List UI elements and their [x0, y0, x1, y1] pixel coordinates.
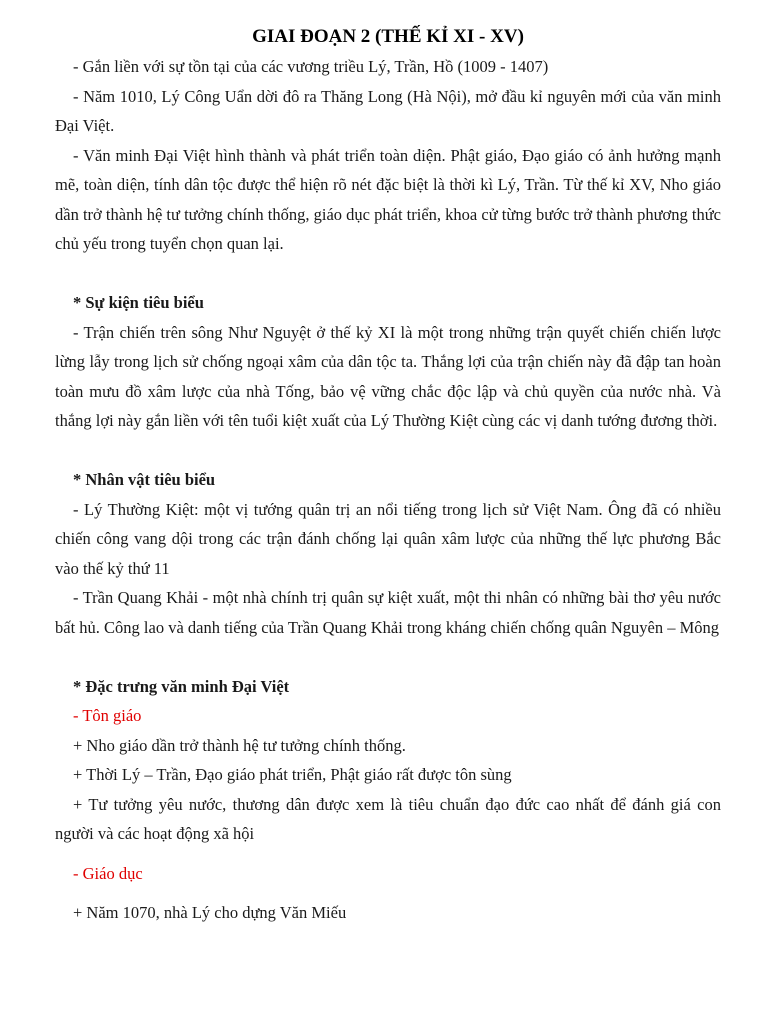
religion-item-3: + Tư tưởng yêu nước, thương dân được xem là tiêu chuẩn đạo đức cao nhất để đánh giá con người và các hoạt động xã hội [55, 794, 721, 843]
intro-paragraph-2: - Năm 1010, Lý Công Uẩn dời đô ra Thăng Long (Hà Nội), mở đầu kỉ nguyên mới của văn minh Đại Việt. [55, 86, 721, 135]
features-heading: * Đặc trưng văn minh Đại Việt [73, 676, 290, 696]
spacer [55, 888, 721, 898]
events-heading: * Sự kiện tiêu biểu [73, 293, 204, 312]
religion-item-2: + Thời Lý – Trần, Đạo giáo phát triển, Phật giáo rất được tôn sùng [73, 765, 512, 784]
figures-heading: * Nhân vật tiêu biểu [73, 470, 216, 489]
events-paragraph: - Trận chiến trên sông Như Nguyệt ở thế kỷ XI là một trong những trận quyết chiến chiến lược lừng lẫy trong lịch sử chống ngoại xâm của dân tộc ta. Thắng lợi của trận chiến này đã đập tan hoàn toàn mưu đồ xâm lược của nhà Tống, bảo vệ vững chắc độc lập và chủ quyền của nước nhà. Và thắng lợi này gắn liền với tên tuổi kiệt xuất của Lý Thường Kiệt cùng các vị danh tướng đương thời. [55, 322, 721, 430]
education-label: - Giáo dục [73, 863, 143, 883]
document-page [55, 22, 721, 928]
intro-paragraph-1: - Gắn liền với sự tồn tại của các vương triều Lý, Trần, Hồ (1009 - 1407) [73, 57, 549, 76]
figure-ly-thuong-kiet: - Lý Thường Kiệt: một vị tướng quân trị an nổi tiếng trong lịch sử Việt Nam. Ông đã có nhiều chiến công vang dội trong các trận đánh chống lại quân xâm lược của những thế lực phương Bắc vào thế kỷ thứ 11 [55, 499, 721, 578]
spacer [55, 259, 721, 289]
figure-tran-quang-khai: - Trần Quang Khải - một nhà chính trị quân sự kiệt xuất, một thi nhân có những bài thơ yêu nước bất hủ. Công lao và danh tiếng của Trần Quang Khải trong kháng chiến chống quân Nguyên – Mông [55, 588, 721, 637]
spacer [55, 642, 721, 672]
spacer [55, 436, 721, 466]
religion-item-1: + Nho giáo dần trở thành hệ tư tưởng chính thống. [73, 735, 406, 755]
spacer [55, 849, 721, 859]
religion-label: - Tôn giáo [73, 706, 142, 725]
intro-paragraph-3: - Văn minh Đại Việt hình thành và phát triển toàn diện. Phật giáo, Đạo giáo có ảnh hưởng mạnh mẽ, toàn diện, tính dân tộc được thể hiện rõ nét đặc biệt là thời kì Lý, Trần. Từ thế kỉ XV, Nho giáo dần trở thành hệ tư tưởng chính thống, giáo dục phát triển, khoa cử từng bước trở thành phương thức chủ yếu trong tuyển chọn quan lại. [55, 145, 721, 253]
document-title: GIAI ĐOẠN 2 (THẾ KỈ XI - XV) [252, 26, 524, 47]
education-item-1: + Năm 1070, nhà Lý cho dựng Văn Miếu [73, 903, 347, 922]
